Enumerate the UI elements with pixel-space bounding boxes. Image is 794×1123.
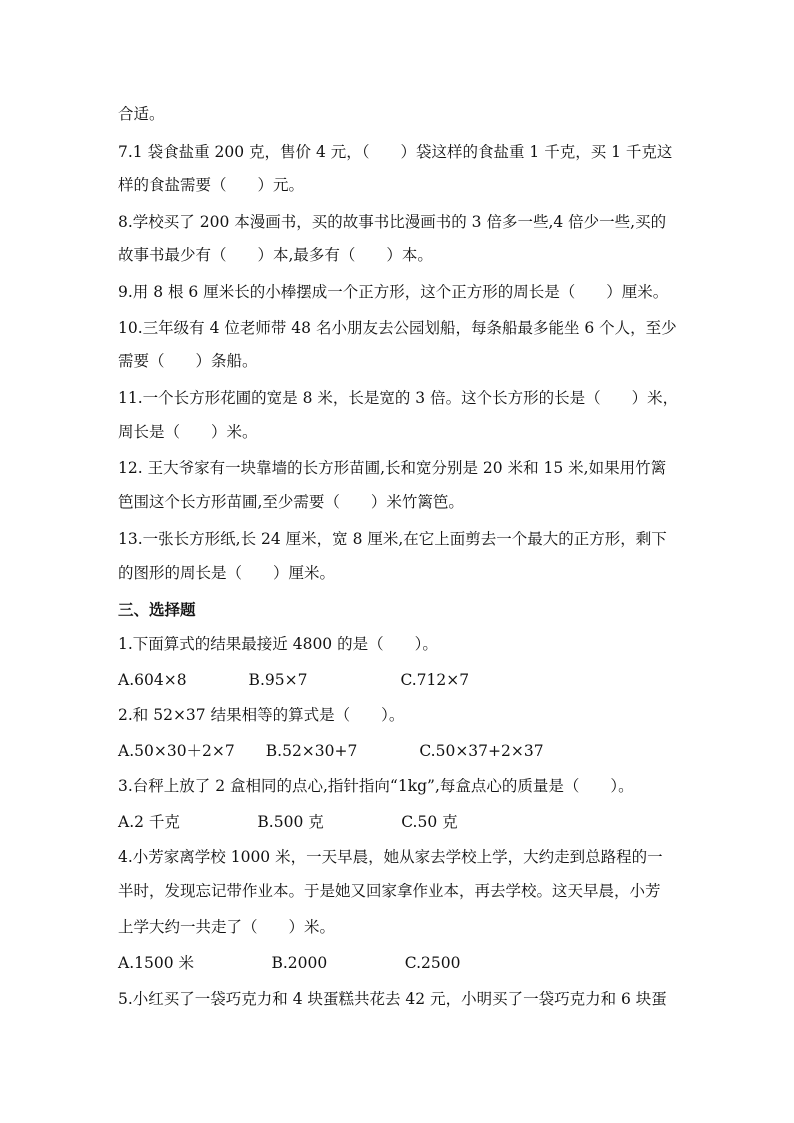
- question-10-line-2: 需要（ ）条船。: [118, 352, 258, 370]
- question-11-line-2: 周长是（ ）米。: [118, 423, 258, 441]
- choice-4-options: A.1500 米 B.2000 C.2500: [118, 954, 461, 972]
- question-13-line-2: 的图形的周长是（ ）厘米。: [118, 564, 336, 582]
- section-heading-choice: 三、选择题: [118, 601, 196, 619]
- choice-4-line-2: 半时，发现忘记带作业本。于是她又回家拿作业本，再去学校。这天早晨，小芳: [118, 882, 661, 900]
- text-line-continuation: 合适。: [118, 105, 165, 123]
- choice-3-options: A.2 千克 B.500 克 C.50 克: [118, 813, 458, 831]
- question-13-line-1: 13.一张长方形纸,长 24 厘米，宽 8 厘米,在它上面剪去一个最大的正方形，剩下: [118, 530, 667, 548]
- choice-1-options: A.604×8 B.95×7 C.712×7: [118, 671, 470, 689]
- choice-4-line-3: 上学大约一共走了（ ）米。: [118, 918, 336, 936]
- choice-2-options: A.50×30＋2×7 B.52×30+7 C.50×37+2×37: [118, 742, 544, 760]
- choice-3-question: 3.台秤上放了 2 盒相同的点心,指针指向“1kg”,每盒点心的质量是（ ）。: [118, 777, 634, 795]
- question-7-line-2: 样的食盐需要（ ）元。: [118, 176, 305, 194]
- question-11-line-1: 11.一个长方形花圃的宽是 8 米，长是宽的 3 倍。这个长方形的长是（ ）米，: [118, 389, 679, 407]
- choice-5-line-1: 5.小红买了一袋巧克力和 4 块蛋糕共花去 42 元，小明买了一袋巧克力和 6 块蛋: [118, 990, 667, 1008]
- question-12-line-1: 12. 王大爷家有一块靠墙的长方形苗圃,长和宽分别是 20 米和 15 米,如果用竹篱: [118, 459, 667, 477]
- choice-1-question: 1.下面算式的结果最接近 4800 的是（ ）。: [118, 635, 438, 653]
- question-8-line-1: 8.学校买了 200 本漫画书，买的故事书比漫画书的 3 倍多一些,4 倍少一些,买的: [118, 213, 667, 231]
- question-8-line-2: 故事书最少有（ ）本,最多有（ ）本。: [118, 246, 433, 264]
- choice-4-line-1: 4.小芳家离学校 1000 米，一天早晨，她从家去学校上学，大约走到总路程的一: [118, 848, 663, 866]
- question-7-line-1: 7.1 袋食盐重 200 克，售价 4 元，（ ）袋这样的食盐重 1 千克，买 1 千克这: [118, 143, 673, 161]
- question-12-line-2: 笆围这个长方形苗圃,至少需要（ ）米竹篱笆。: [118, 493, 464, 511]
- question-10-line-1: 10.三年级有 4 位老师带 48 名小朋友去公园划船，每条船最多能坐 6 个人，至少: [118, 319, 677, 337]
- choice-2-question: 2.和 52×37 结果相等的算式是（ ）。: [118, 706, 405, 724]
- question-9-line-1: 9.用 8 根 6 厘米长的小棒摆成一个正方形，这个正方形的周长是（ ）厘米。: [118, 283, 669, 301]
